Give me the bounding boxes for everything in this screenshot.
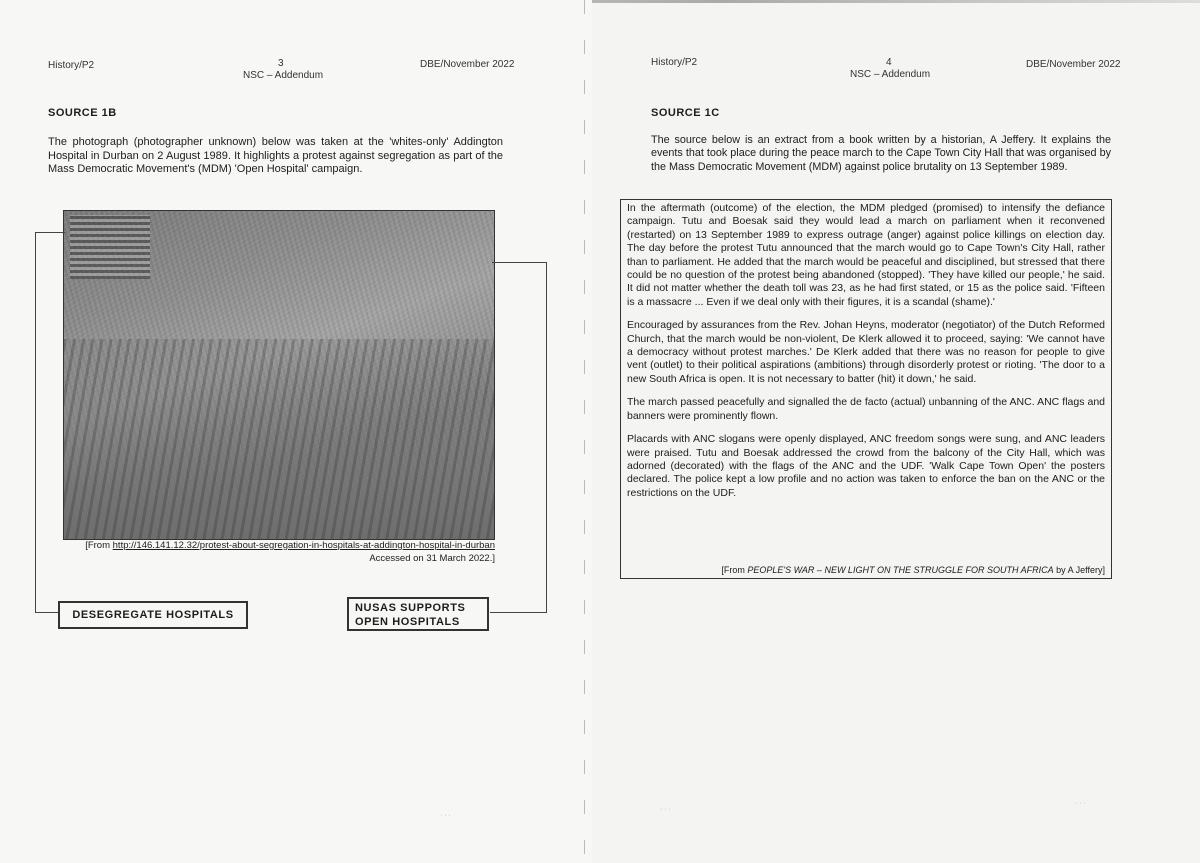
footer-faint: · · · [660, 806, 671, 813]
extract-paragraph: Encouraged by assurances from the Rev. Johan Heyns, moderator (negotiator) of the Dutch Reformed Church, that the march would be non-violent, De Klerk allowed it to proceed, saying: 'We cannot have a democracy without protest marches.' De Klerk added that there was no reason for people to give vent (outlet) to their political aspirations (ambitions) through disorderly protest or rioting. 'The door to a new South Africa is open. It is not necessary to batter (hit) it down,' he said. [627, 319, 1105, 385]
citation-suffix: by A Jeffery] [1053, 564, 1105, 575]
photo-caption [40, 539, 495, 565]
connector-line [35, 232, 65, 233]
extract-paragraph: The march passed peacefully and signalled the de facto (actual) unbanning of the ANC. ANC flags and banners were prominently flown. [627, 396, 1105, 422]
header-page-number: 4 [886, 57, 892, 68]
source-heading: SOURCE 1B [48, 107, 117, 119]
photo-banner-detail [70, 215, 150, 279]
protest-photograph [63, 210, 495, 540]
page-fold-line [584, 0, 585, 863]
header-date: DBE/November 2022 [420, 59, 515, 70]
header-exam: NSC – Addendum [850, 69, 931, 80]
source-intro: The source below is an extract from a book written by a historian, A Jeffery. It explains the events that took place during the peace march to the Cape Town City Hall that was organised by the Mass Democratic Movement (MDM) against police brutality on 13 September 1989. [651, 134, 1111, 173]
placard-nusas-line1: NUSAS SUPPORTS [355, 602, 466, 614]
extract-source-citation [721, 564, 1105, 577]
connector-line [492, 262, 546, 263]
citation-prefix: [From [721, 564, 748, 575]
caption-url[interactable]: http://146.141.12.32/protest-about-segregation-in-hospitals-at-addington-hospital-in-durban [112, 540, 495, 551]
source-intro: The photograph (photographer unknown) below was taken at the 'whites-only' Addington Hospital in Durban on 2 August 1989. It highlights a protest against segregation as part of the Mass Democratic Movement's (MDM) 'Open Hospital' campaign. [48, 136, 503, 176]
connector-line [546, 262, 547, 612]
connector-line [35, 612, 59, 613]
placard-nusas-line2: OPEN HOSPITALS [355, 616, 460, 628]
header-subject: History/P2 [651, 57, 698, 68]
citation-title: PEOPLE'S WAR – NEW LIGHT ON THE STRUGGLE FOR SOUTH AFRICA [747, 564, 1054, 575]
extract-paragraph: Placards with ANC slogans were openly displayed, ANC freedom songs were sung, and ANC leaders were praised. Tutu and Boesak addressed the crowd from the balcony of the City Hall, which was adorned (decorated) with the flags of the ANC and the UDF. 'Walk Cape Town Open' the posters declared. The police kept a low profile and no action was taken to enforce the ban on the ANC or the restrictions on the UDF. [627, 433, 1105, 499]
photo-crowd-detail [64, 339, 494, 539]
source-extract-box [620, 199, 1112, 579]
placard-desegregate-hospitals: DESEGREGATE HOSPITALS [58, 601, 248, 629]
caption-prefix: [From [85, 540, 113, 551]
connector-line [35, 232, 36, 612]
source-heading: SOURCE 1C [651, 107, 720, 119]
header-subject: History/P2 [48, 60, 95, 71]
header-exam: NSC – Addendum [243, 70, 324, 81]
caption-accessed: Accessed on 31 March 2022.] [369, 553, 495, 564]
header-date: DBE/November 2022 [1026, 59, 1121, 70]
connector-line [490, 612, 547, 613]
extract-paragraph: In the aftermath (outcome) of the election, the MDM pledged (promised) to intensify the defiance campaign. Tutu and Boesak said they would lead a march on parliament when it reconvened (restarted) on 13 September 1989 to express outrage (anger) against police killings on election day. The day before the protest Tutu announced that the march would go to Cape Town's City Hall, rather than to parliament. He added that the march would be peaceful and disciplined, but stressed that there could be no question of the protest being abandoned (stopped). 'They have killed our people,' he said. It did not matter whether the death toll was 23, as he had first stated, or 15 as the police said. 'Fifteen is a massacre ... Even if we deal only with their figures, it is a scandal (shame).' [627, 202, 1105, 308]
footer-faint: · · · [1075, 800, 1086, 807]
footer-faint: · · · [440, 812, 451, 819]
header-page-number: 3 [278, 58, 284, 69]
placard-nusas [347, 597, 489, 631]
